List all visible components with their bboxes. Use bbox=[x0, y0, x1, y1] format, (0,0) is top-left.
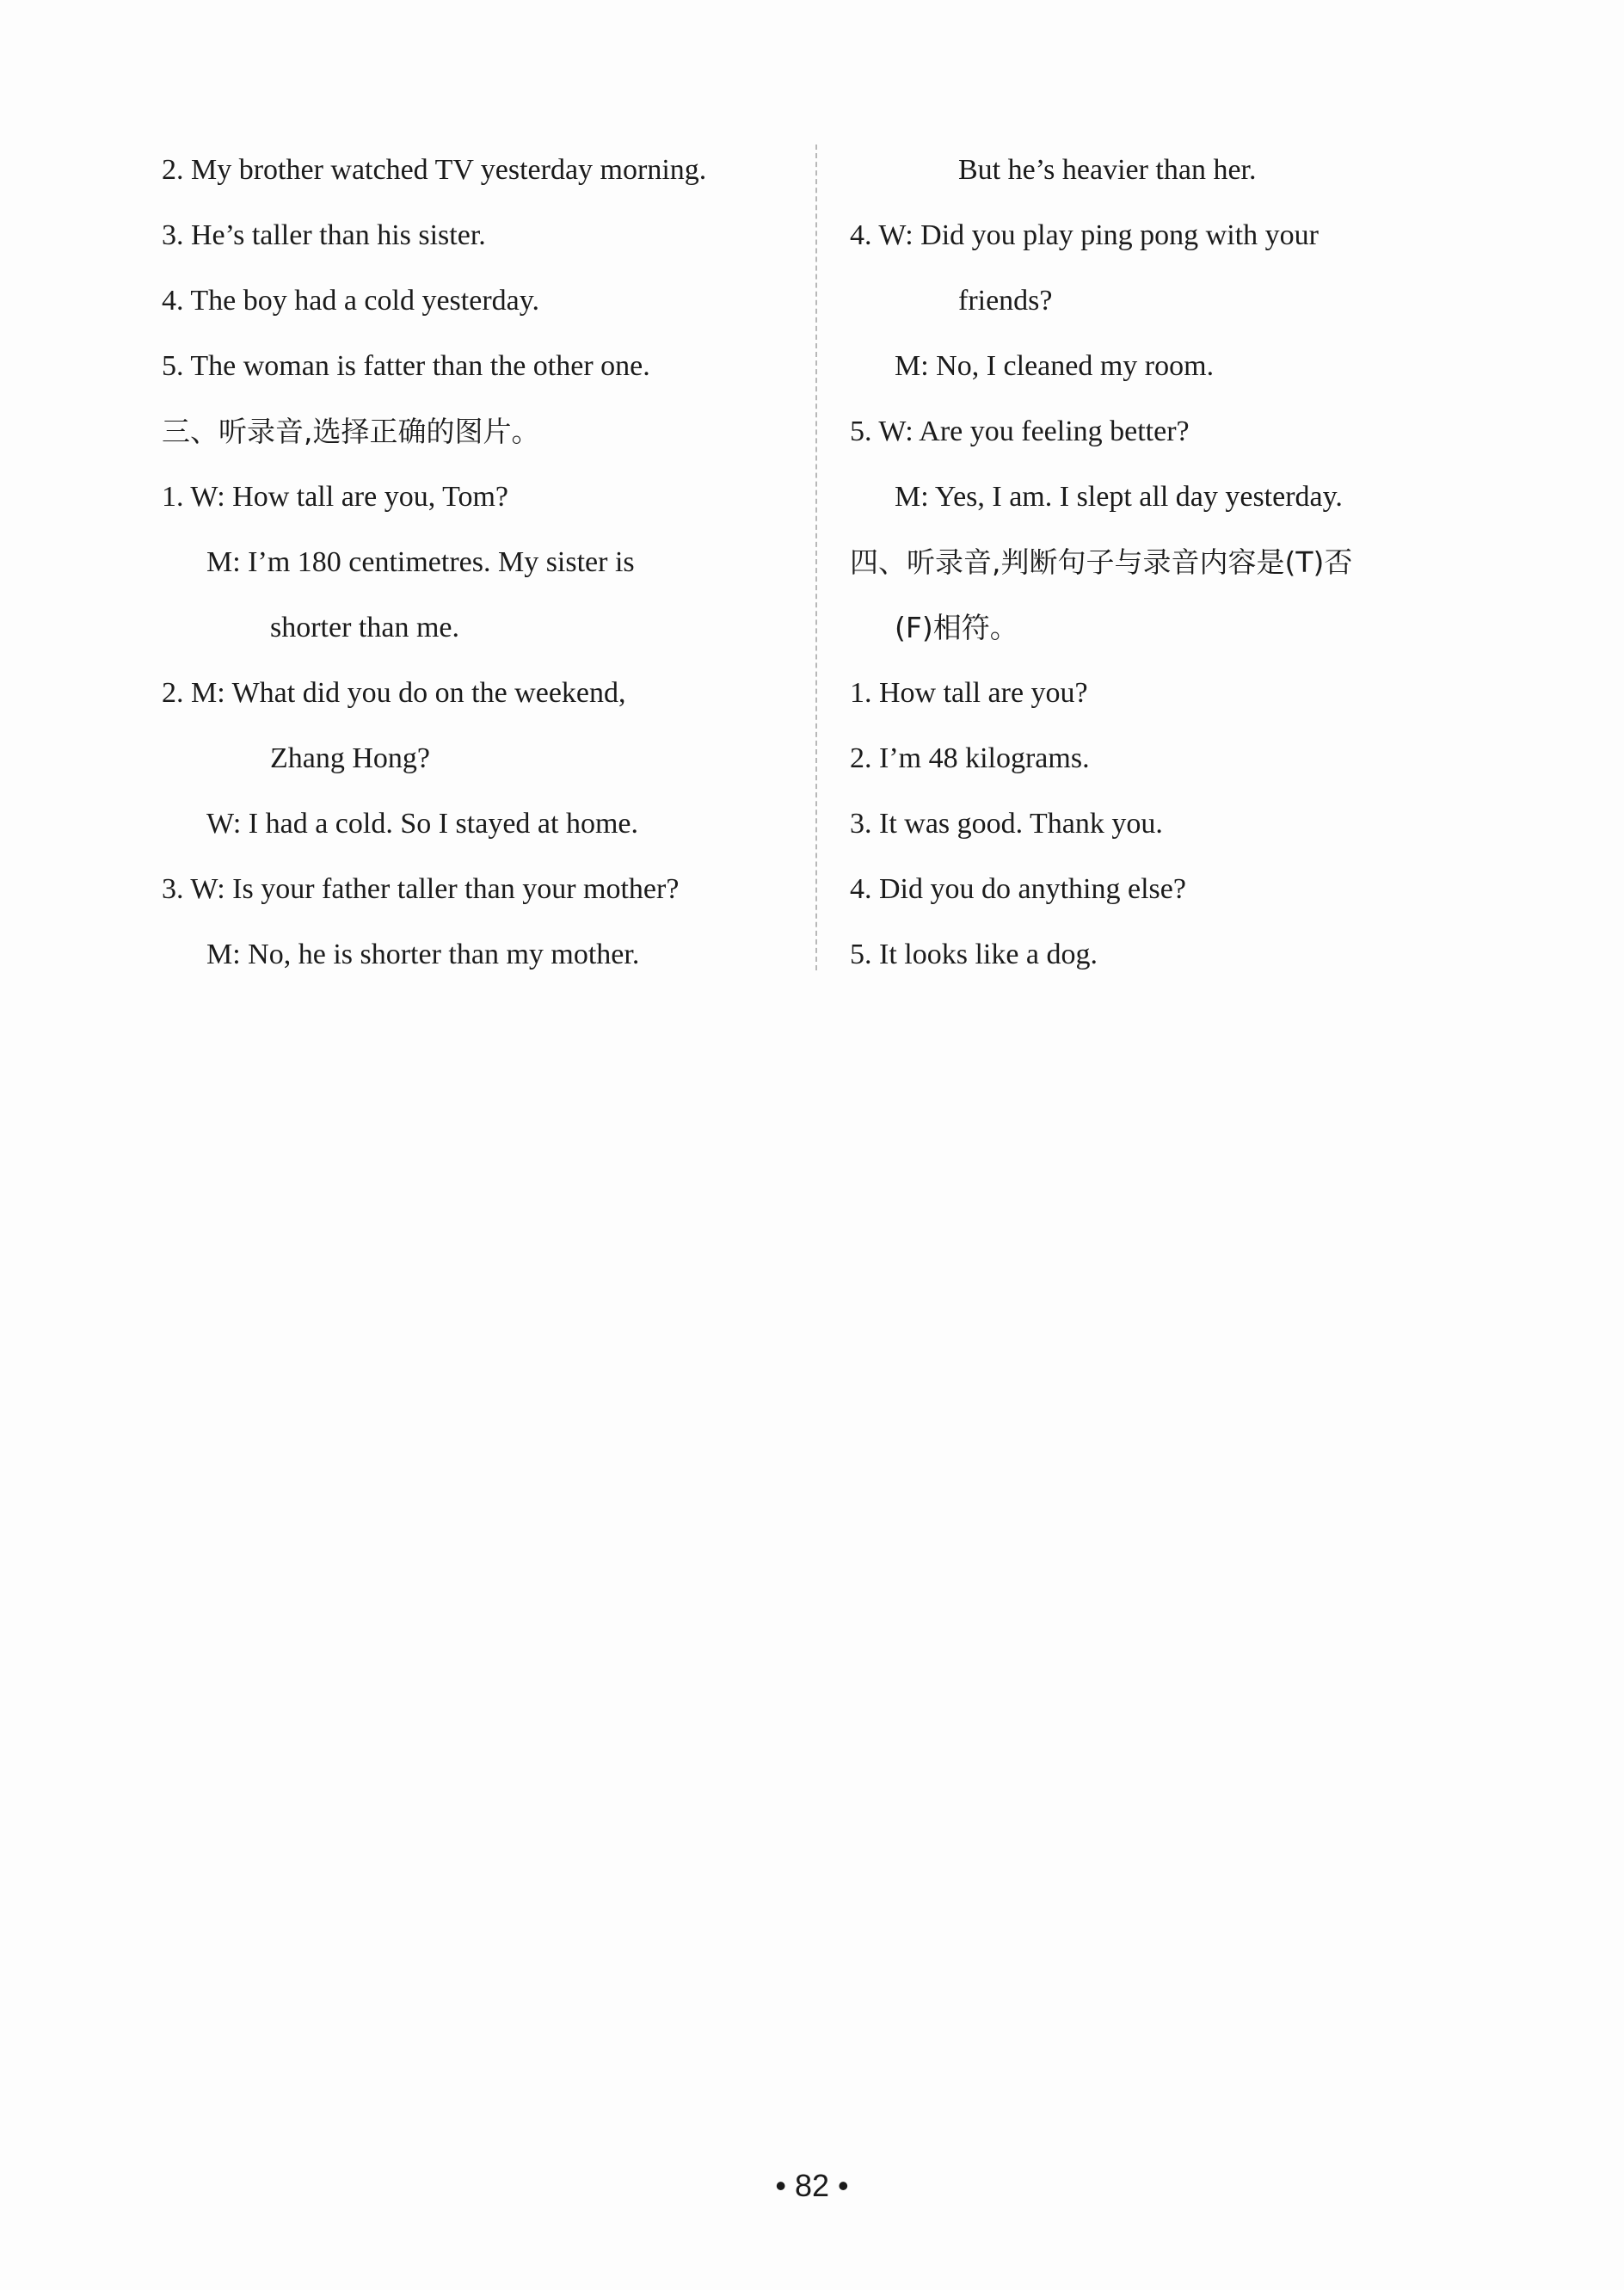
right-line-1: But he’s heavier than her. bbox=[958, 154, 1257, 186]
right-line-4: M: No, I cleaned my room. bbox=[895, 350, 1215, 382]
left-line-13: M: No, he is shorter than my mother. bbox=[206, 939, 640, 970]
right-line-11: 3. It was good. Thank you. bbox=[850, 808, 1163, 840]
left-line-9: 2. M: What did you do on the weekend, bbox=[162, 677, 626, 709]
left-line-8: shorter than me. bbox=[270, 612, 459, 643]
page-number: • 82 • bbox=[775, 2168, 849, 2203]
left-line-12: 3. W: Is your father taller than your mother? bbox=[162, 873, 680, 905]
left-column bbox=[162, 138, 790, 988]
left-line-1: 2. My brother watched TV yesterday morning. bbox=[162, 154, 707, 186]
column-divider bbox=[815, 145, 817, 970]
right-line-10: 2. I’m 48 kilograms. bbox=[850, 742, 1090, 774]
right-column bbox=[850, 138, 1478, 988]
right-line-6: M: Yes, I am. I slept all day yesterday. bbox=[895, 481, 1343, 513]
left-line-4: 5. The woman is fatter than the other one. bbox=[162, 350, 650, 382]
section-heading-3: 三、听录音,选择正确的图片。 bbox=[162, 415, 540, 448]
left-line-11: W: I had a cold. So I stayed at home. bbox=[206, 808, 638, 840]
left-line-6: 1. W: How tall are you, Tom? bbox=[162, 481, 509, 513]
left-line-3: 4. The boy had a cold yesterday. bbox=[162, 285, 540, 317]
left-line-10: Zhang Hong? bbox=[270, 742, 431, 774]
right-line-12: 4. Did you do anything else? bbox=[850, 873, 1186, 905]
right-line-5: 5. W: Are you feeling better? bbox=[850, 416, 1190, 447]
section-heading-4: 四、听录音,判断句子与录音内容是(T)否 bbox=[850, 545, 1353, 579]
right-line-2: 4. W: Did you play ping pong with your bbox=[850, 219, 1319, 251]
left-line-2: 3. He’s taller than his sister. bbox=[162, 219, 486, 251]
section-heading-4-cont: (F)相符。 bbox=[895, 611, 1018, 644]
right-line-13: 5. It looks like a dog. bbox=[850, 939, 1098, 970]
left-line-7: M: I’m 180 centimetres. My sister is bbox=[206, 546, 635, 578]
right-line-9: 1. How tall are you? bbox=[850, 677, 1088, 709]
right-line-3: friends? bbox=[958, 285, 1053, 317]
